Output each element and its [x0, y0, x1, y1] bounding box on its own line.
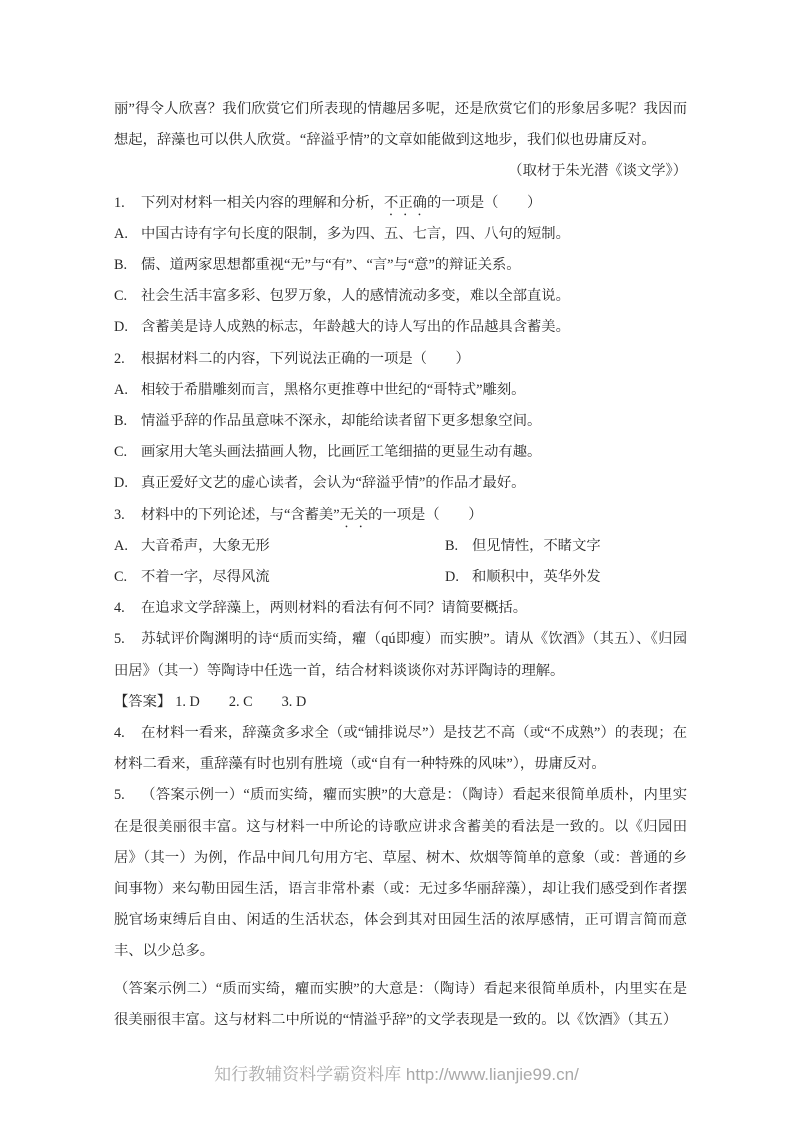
question-1	[114, 188, 687, 344]
question-3-options-grid	[114, 531, 687, 593]
question-2-option-c	[114, 437, 687, 468]
question-2-number: 2.	[114, 350, 125, 367]
source-attribution: （取材于朱光潜《谈文学》）	[508, 163, 687, 180]
question-2-stem-text: 根据材料二的内容，下列说法正确的一项是（ ）	[141, 350, 470, 367]
question-2-option-a	[114, 375, 687, 406]
option-text: 社会生活丰富多彩、包罗万象，人的感情流动多变，难以全部直说。	[141, 288, 570, 305]
option-text: 情溢乎辞的作品虽意味不深永，却能给读者留下更多想象空间。	[141, 413, 542, 430]
option-text: 画家用大笔头画法描画人物，比画匠工笔细描的更显生动有趣。	[141, 444, 542, 461]
answer-item-4	[114, 718, 687, 780]
question-3-option-a	[114, 531, 445, 562]
option-label: C.	[114, 569, 128, 586]
answer-item-4-text: 在材料一看来，辞藻贪多求全（或“铺排说尽”）是技艺不高（或“不成熟”）的表现；在材料二看来，重辞藻有时也别有胜境（或“自有一种特殊的风味”），毋庸反对。	[114, 725, 687, 773]
question-4-stem	[114, 593, 687, 624]
option-text: 真正爱好文艺的虚心读者，会认为“辞溢乎情”的作品才最好。	[141, 475, 526, 492]
option-text: 大音希声，大象无形	[141, 537, 270, 554]
answer-key-label: 【答案】	[114, 693, 172, 710]
question-1-stem-emphasis: 不正确	[384, 194, 427, 211]
answer-item-5-example-2: （答案示例二）“质而实绮，癯而实腴”的大意是：（陶诗）看起来很简单质朴，内里实在是很美丽很丰富。这与材料二中所说的“情溢乎辞”的文学表现是一致的。以《饮酒》（其五）	[114, 980, 687, 1028]
question-2-option-d	[114, 468, 687, 499]
question-3-option-c	[114, 562, 445, 593]
question-1-number: 1.	[114, 194, 125, 211]
footer-watermark: 知行教辅资料学霸资料库 http://www.lianjie99.cn/	[214, 1065, 579, 1084]
question-5-stem	[114, 624, 687, 686]
option-text: 和顺积中，英华外发	[472, 569, 601, 586]
question-3-stem-emphasis: 无关	[339, 506, 369, 523]
option-label: D.	[114, 319, 128, 336]
question-1-stem-pre: 下列对材料一相关内容的理解和分析，	[141, 194, 385, 211]
option-label: B.	[445, 537, 459, 554]
option-text: 含蓄美是诗人成熟的标志，年龄越大的诗人写出的作品越具含蓄美。	[141, 319, 570, 336]
option-label: D.	[114, 475, 128, 492]
intro-paragraph: 丽”得令人欣喜？我们欣赏它们所表现的情趣居多呢，还是欣赏它们的形象居多呢？我因而想起，辞藻也可以供人欣赏。“辞溢乎情”的文章如能做到这地步，我们似也毋庸反对。	[114, 101, 687, 149]
question-3-option-b	[445, 531, 687, 562]
question-1-stem-post: 的一项是（ ）	[426, 194, 542, 211]
answer-key-2: 2. C	[228, 693, 253, 710]
option-text: 相较于希腊雕刻而言，黑格尔更推尊中世纪的“哥特式”雕刻。	[141, 381, 526, 398]
question-3-stem-post: 的一项是（ ）	[368, 506, 483, 523]
question-3-number: 3.	[114, 506, 125, 523]
option-text: 但见情性，不睹文字	[472, 537, 601, 554]
option-label: C.	[114, 444, 128, 461]
option-label: B.	[114, 257, 128, 274]
answer-item-4-number: 4.	[114, 725, 125, 742]
option-label: B.	[114, 413, 128, 430]
option-label: D.	[445, 569, 459, 586]
answer-item-5-number: 5.	[114, 787, 125, 804]
question-3-stem-pre: 材料中的下列论述，与“含蓄美”	[141, 506, 340, 523]
question-1-option-c	[114, 281, 687, 312]
option-text: 不着一字，尽得风流	[141, 569, 270, 586]
option-text: 儒、道两家思想都重视“无”与“有”、“言”与“意”的辩证关系。	[141, 257, 521, 274]
question-5-stem-text: 苏轼评价陶渊明的诗“质而实绮，癯（qú即瘦）而实腴”。请从《饮酒》（其五）、《归园田居》（其一）等陶诗中任选一首，结合材料谈谈你对苏评陶诗的理解。	[114, 631, 687, 679]
question-2-stem	[114, 344, 687, 375]
question-4-number: 4.	[114, 600, 125, 617]
question-3	[114, 500, 687, 594]
question-1-option-d	[114, 312, 687, 343]
answer-key-line	[114, 687, 687, 718]
document-content	[114, 94, 687, 1036]
option-label: C.	[114, 288, 128, 305]
question-1-option-b	[114, 250, 687, 281]
question-1-option-a	[114, 219, 687, 250]
question-3-stem	[114, 500, 687, 531]
question-3-option-d	[445, 562, 687, 593]
question-2-option-b	[114, 406, 687, 437]
question-1-stem	[114, 188, 687, 219]
answer-key-3: 3. D	[281, 693, 307, 710]
option-label: A.	[114, 381, 128, 398]
option-label: A.	[114, 537, 128, 554]
answer-key-1: 1. D	[175, 693, 200, 710]
option-label: A.	[114, 225, 128, 242]
answer-item-5-text: （答案示例一）“质而实绮，癯而实腴”的大意是：（陶诗）看起来很简单质朴，内里实在是很美丽很丰富。这与材料一中所论的诗歌应讲求含蓄美的看法是一致的。以《归园田居》（其一）为例，作品中间几句用方宅、草屋、树木、炊烟等简单的意象（或：普通的乡间事物）来勾勒田园生活，语言非常朴素（或：无过多华丽辞藻），却让我们感受到作者摆脱官场束缚后自由、闲适的生活状态，体会到其对田园生活的浓厚感情，正可谓言简而意丰、以少总多。	[114, 787, 687, 960]
option-text: 中国古诗有字句长度的限制，多为四、五、七言，四、八句的短制。	[141, 225, 570, 242]
question-5-number: 5.	[114, 631, 125, 648]
answer-item-5-example-1	[114, 780, 687, 967]
question-2	[114, 344, 687, 500]
question-4-stem-text: 在追求文学辞藻上，两则材料的看法有何不同？请简要概括。	[141, 600, 528, 617]
